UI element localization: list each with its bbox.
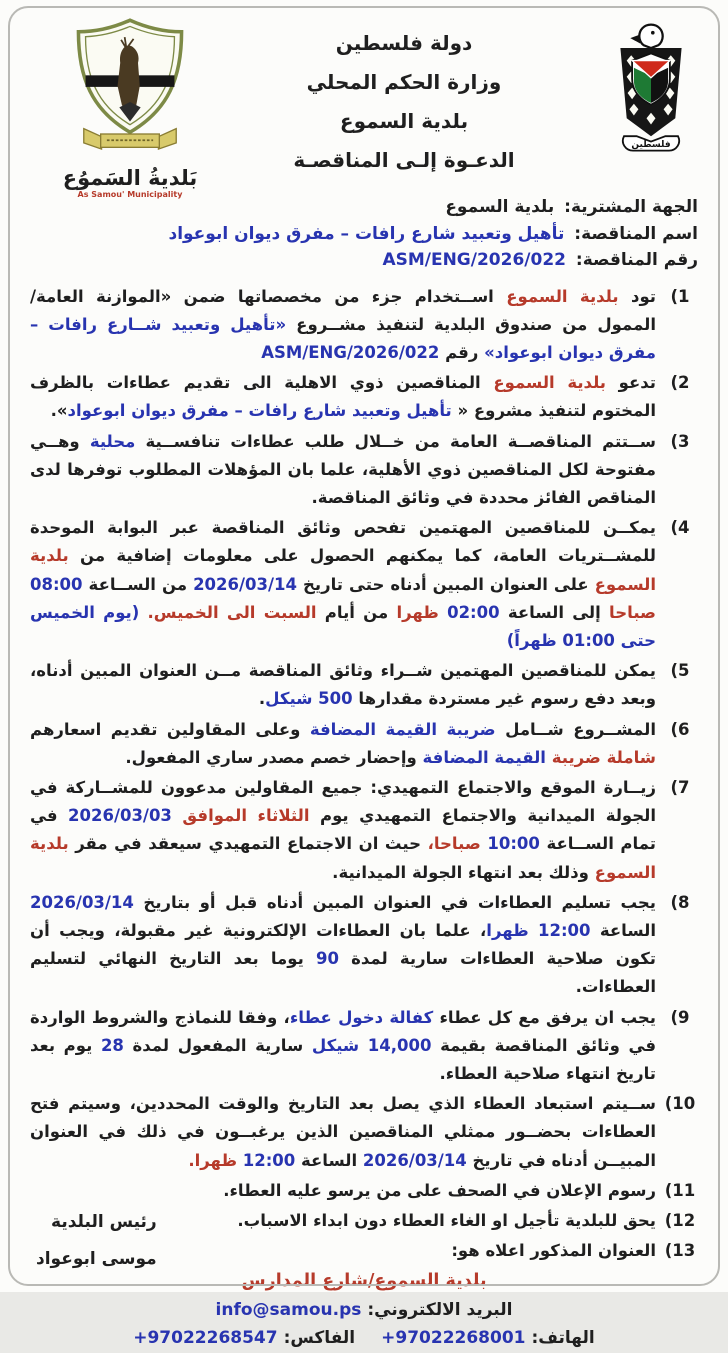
text-segment: بلدية السموع xyxy=(493,373,606,393)
item-number: (9 xyxy=(670,1007,690,1027)
text-segment: سارية المفعول لمدة xyxy=(123,1035,312,1055)
meta-label: رقم المناقصة: xyxy=(569,250,698,270)
emblem-banner-text: فلسطين xyxy=(631,140,671,151)
tender-item-4 xyxy=(30,514,704,655)
item-text xyxy=(30,514,656,655)
text-segment: 90 xyxy=(316,949,339,969)
fax-value: +97022268547 xyxy=(133,1328,278,1349)
text-segment: إلى الساعة xyxy=(499,602,610,622)
meta-value: بلدية السموع xyxy=(445,197,555,217)
item-number: (2 xyxy=(670,373,690,393)
text-segment: 10:00 xyxy=(487,834,540,854)
item-text xyxy=(30,428,656,513)
palestine-emblem xyxy=(592,18,710,172)
text-segment: المشــروع شــامل xyxy=(495,719,656,739)
item-number: (11 xyxy=(664,1180,696,1200)
text-segment: تدعو xyxy=(606,373,656,393)
item-number: (1 xyxy=(670,286,690,306)
item-text xyxy=(30,1090,656,1175)
text-segment: ظهرا. xyxy=(188,1150,243,1170)
meta-label: اسم المناقصة: xyxy=(568,223,698,244)
tender-meta xyxy=(0,188,728,274)
text-segment: 2026/03/14 xyxy=(362,1150,467,1170)
text-segment: كفالة دخول عطاء xyxy=(289,1007,434,1027)
text-segment: يجب ان يرفق مع كل عطاء xyxy=(433,1007,657,1027)
ministry-title: وزارة الحكم المحلي xyxy=(306,70,502,94)
text-segment: السبت الى الخميس. xyxy=(147,602,317,622)
text-segment: ضريبة القيمة المضافة xyxy=(309,719,496,739)
meta-value: تأهيل وتعبيد شارع رافات – مفرق ديوان ابوعواد xyxy=(168,223,565,244)
meta-row xyxy=(30,221,698,248)
tender-item-7 xyxy=(30,774,704,887)
text-segment: ، وفقا للنماذج والشروط الواردة في وثائق المناقصة بقيمة xyxy=(30,1007,656,1055)
text-segment: رقم xyxy=(439,342,485,362)
item-text xyxy=(30,283,656,368)
text-segment: بلدية السموع xyxy=(30,546,656,594)
signature-title: رئيس البلدية xyxy=(51,1212,157,1232)
meta-value: ASM/ENG/2026/022 xyxy=(382,250,566,270)
text-segment: وهــي مفتوحة لكل المناقصين ذوي الأهلية، علما بان المؤهلات المطلوب توفرها لدى المناقص الفائز محددة في وثائق المناقصة. xyxy=(30,431,656,507)
header-titles xyxy=(240,24,568,180)
text-segment: ». xyxy=(50,401,68,421)
tender-items xyxy=(0,274,728,1266)
text-segment: يوما بعد التاريخ النهائي لتسليم العطاءات. xyxy=(30,949,656,997)
meta-row xyxy=(30,247,698,274)
text-segment: اســتخدام جزء من مخصصاتها ضمن «الموازنة العامة/ الممول من صندوق البلدية لتنفيذ مشــروع xyxy=(30,286,657,334)
text-segment: 2026/03/03 xyxy=(68,806,172,826)
text-segment: صباحا xyxy=(609,602,656,622)
text-segment: 28 xyxy=(100,1035,124,1055)
text-segment: 08:00 xyxy=(30,574,83,594)
text-segment: «تأهيل وتعبيد شــارع رافات – مفرق ديوان ابوعواد» xyxy=(30,314,656,362)
text-segment: صباحا، xyxy=(427,834,488,854)
text-segment: بلدية السموع xyxy=(30,834,656,882)
samou-shield-icon xyxy=(50,12,210,160)
text-segment: الساعة xyxy=(295,1150,363,1170)
text-segment: يجب تسليم العطاءات في العنوان المبين أدناه قبل أو بتاريخ xyxy=(133,892,656,912)
text-segment: على العنوان المبين أدناه حتى تاريخ xyxy=(296,574,595,594)
item-text xyxy=(30,369,656,425)
item-number: (13 xyxy=(664,1241,696,1261)
text-segment: في تمام الســاعة xyxy=(30,806,656,854)
item-number: (3 xyxy=(670,431,690,451)
item-number: (12 xyxy=(664,1211,696,1230)
item-number: (4 xyxy=(670,518,690,538)
item-number: (10 xyxy=(664,1094,696,1114)
document-title: الدعـوة إلـى المناقصـة xyxy=(293,148,515,172)
text-segment: يوم بعد تاريخ انتهاء صلاحية العطاء. xyxy=(30,1035,656,1083)
text-segment: تأهيل وتعبيد شارع رافات – مفرق ديوان ابوعواد xyxy=(67,401,452,421)
tender-item-10 xyxy=(30,1090,704,1175)
item-text xyxy=(30,774,656,887)
item-text xyxy=(30,657,656,713)
state-title: دولة فلسطين xyxy=(335,31,473,55)
text-segment: بلدية السموع xyxy=(506,286,619,306)
municipality-logo-caption-en: As Samou' Municipality xyxy=(77,190,183,199)
text-segment: المناقصين ذوي الاهلية الى تقديم عطاءات بالظرف المختوم لتنفيذ مشروع « xyxy=(30,373,656,421)
item-text xyxy=(30,716,656,772)
text-segment: 02:00 xyxy=(447,602,500,622)
text-segment: رسوم الإعلان في الصحف على من يرسو عليه العطاء. xyxy=(223,1180,656,1200)
signature-block xyxy=(36,1204,157,1278)
text-segment: 2026/03/14 xyxy=(30,892,134,912)
text-segment: وعلى المقاولين تقديم اسعارهم xyxy=(30,719,310,739)
fax-label: الفاكس: xyxy=(283,1328,356,1349)
text-segment: يمكــن للمناقصين المهتمين تفحص وثائق المناقصة عبر البوابة الموحدة للمشــتريات العامة، كما يمكنهم الحصول على معلومات إضافية من xyxy=(30,518,656,566)
text-segment: 14,000 شيكل xyxy=(311,1035,432,1055)
text-segment: ASM/ENG/2026/022 xyxy=(261,342,440,362)
meta-label: الجهة المشترية: xyxy=(558,197,698,217)
tender-item-3 xyxy=(30,428,704,513)
text-segment: محلية xyxy=(89,431,136,451)
text-segment: وإحضار خصم مصدر ساري المفعول. xyxy=(125,747,423,767)
palestine-eagle-icon xyxy=(597,18,705,168)
item-number: (5 xyxy=(670,661,690,681)
text-segment: ، علما بان العطاءات الإلكترونية غير مقبولة، ويجب أن تكون صلاحية العطاءات سارية لمدة xyxy=(30,920,656,969)
item-number: (6 xyxy=(670,719,690,739)
text-segment: القيمة المضافة xyxy=(422,747,552,767)
text-segment: 2026/03/14 xyxy=(193,574,297,594)
tender-item-2 xyxy=(30,369,704,425)
text-segment: يحق للبلدية تأجيل او الغاء العطاء دون ابداء الاسباب. xyxy=(237,1211,656,1230)
text-segment: شاملة ضريبة xyxy=(551,747,656,767)
text-segment: من أيام xyxy=(316,602,397,622)
item-number: (8 xyxy=(670,892,690,912)
text-segment: . xyxy=(258,689,266,709)
municipality-logo-caption: بَلديةُ السَموُع xyxy=(62,166,198,190)
text-segment: الساعة xyxy=(590,920,656,940)
text-segment: يمكن للمناقصين المهتمين شــراء وثائق المناقصة مــن العنوان المبين أدناه، وبعد دفع رسوم غير مستردة مقدارها xyxy=(30,661,656,709)
text-segment: ســتتم المناقصــة العامة من خــلال طلب عطاءات تنافســية xyxy=(135,431,656,451)
text-segment: 500 شيكل xyxy=(265,689,353,709)
text-segment: من الســاعة xyxy=(82,574,194,594)
text-segment: (يوم الخميس حتى 01:00 ظهراً) xyxy=(30,602,656,650)
text-segment: الثلاثاء الموافق xyxy=(171,806,310,826)
text-segment: ســيتم استبعاد العطاء الذي يصل بعد التاريخ والوقت المحددين، وسيتم فتح العطاءات بحضــور ممثلي المناقصين الذين يرغبــون في ذلك في العنوان المبيــن أدناه في تاريخ xyxy=(30,1094,656,1170)
tender-item-1 xyxy=(30,283,704,368)
samou-municipality-logo xyxy=(34,12,226,199)
phone-label: الهاتف: xyxy=(531,1328,595,1349)
item-text xyxy=(30,1004,656,1089)
document-header xyxy=(0,0,728,199)
phone-value: +97022268001 xyxy=(381,1328,526,1349)
phone-fax-line xyxy=(0,1324,728,1353)
address-line: بلدية السموع/شارع المدارس xyxy=(241,1271,487,1292)
text-segment: تود xyxy=(618,286,656,306)
tender-footer xyxy=(0,1267,728,1353)
text-segment: 12:00 ظهرا xyxy=(486,920,591,940)
tender-item-8 xyxy=(30,889,704,1002)
text-segment: حيث ان الاجتماع التمهيدي سيعقد في مقر xyxy=(68,834,428,854)
signature-name: موسى ابوعواد xyxy=(36,1249,157,1269)
email-value: info@samou.ps xyxy=(215,1299,362,1320)
text-segment: 12:00 xyxy=(242,1150,296,1170)
tender-item-5 xyxy=(30,657,704,713)
tender-item-6 xyxy=(30,716,704,772)
item-text xyxy=(30,1177,656,1205)
text-segment: العنوان المذكور اعلاه هو: xyxy=(451,1241,656,1261)
email-line xyxy=(0,1296,728,1325)
text-segment: وذلك بعد انتهاء الجولة الميدانية. xyxy=(332,862,595,882)
item-number: (7 xyxy=(670,777,690,797)
tender-item-11 xyxy=(30,1177,704,1205)
email-label: البريد الالكتروني: xyxy=(367,1299,513,1320)
tender-item-9 xyxy=(30,1004,704,1089)
item-text xyxy=(30,889,656,1002)
text-segment: زيــارة الموقع والاجتماع التمهيدي: جميع المقاولين مدعوون للمشــاركة في الجولة الميدانية والاجتماع التمهيدي يوم xyxy=(30,777,657,826)
municipality-title: بلدية السموع xyxy=(339,109,469,133)
text-segment: ظهرا xyxy=(396,602,448,622)
